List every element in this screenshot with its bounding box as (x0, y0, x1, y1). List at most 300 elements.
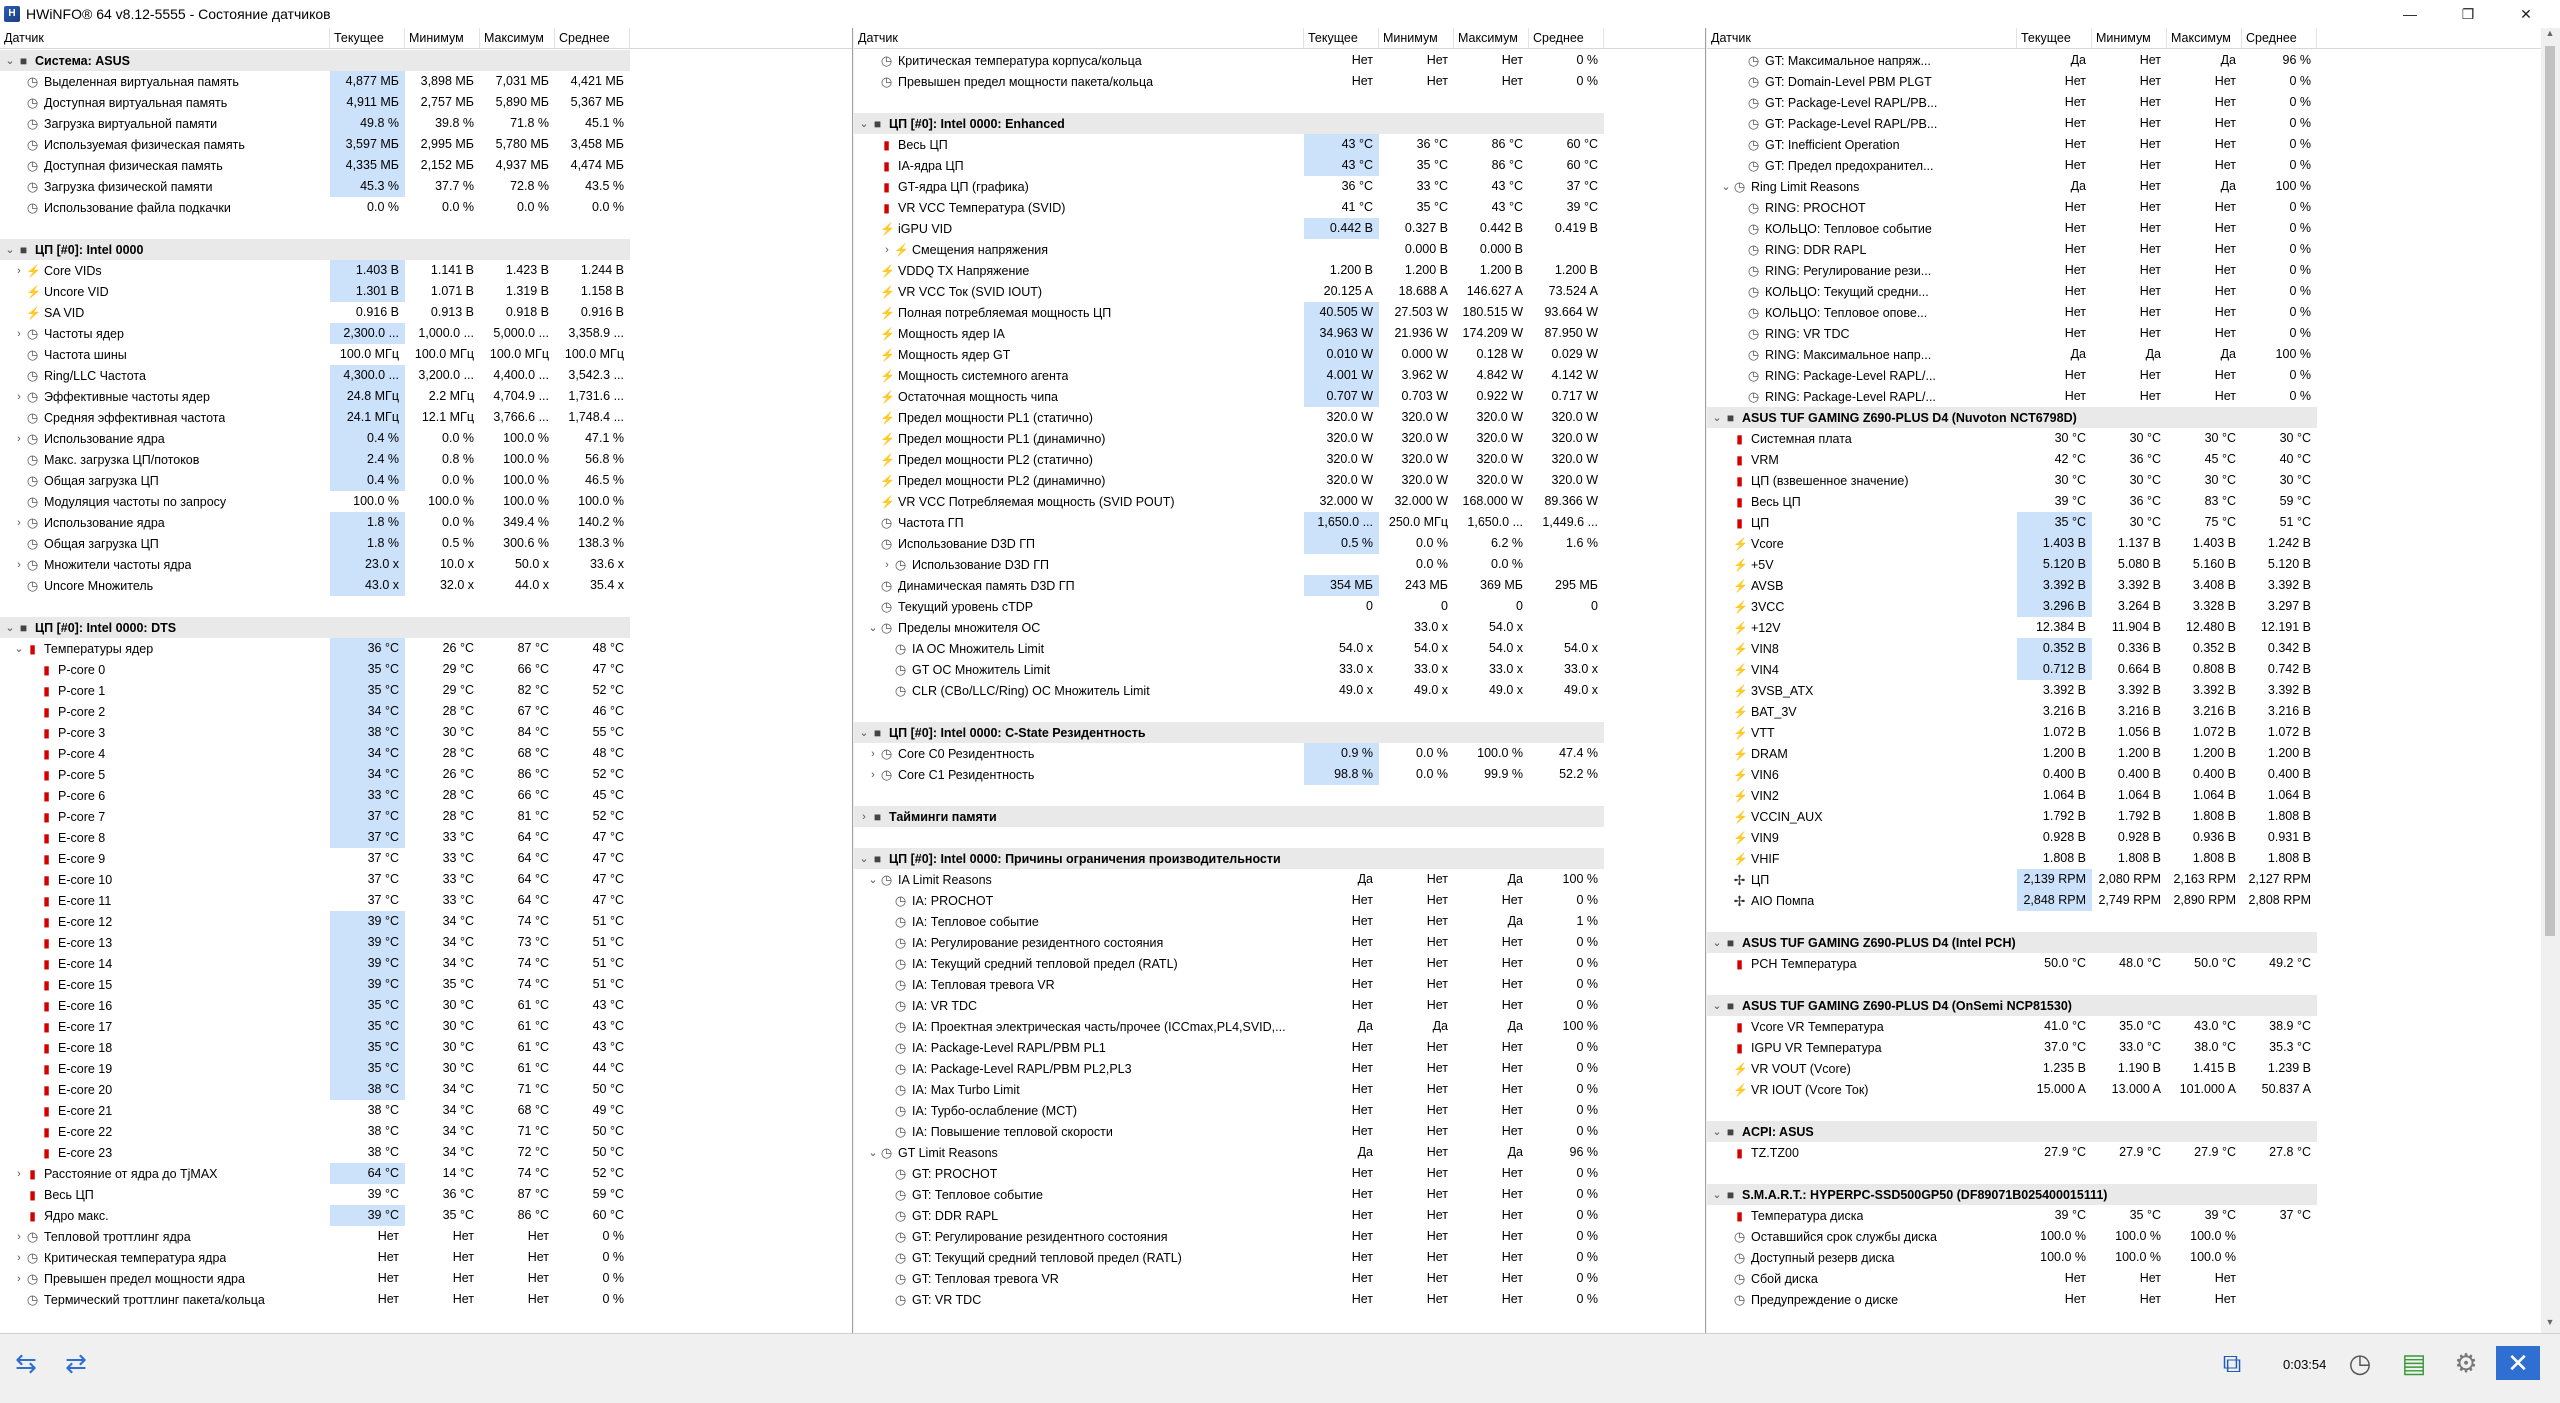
vertical-scrollbar[interactable] (2541, 28, 2559, 1333)
sensor-name-cell (1707, 1041, 2017, 1055)
sensor-row[interactable] (1707, 428, 2317, 449)
sensor-row[interactable] (0, 806, 630, 827)
close-sensors-icon[interactable]: ✕ (2496, 1346, 2540, 1380)
sensor-label: Общая загрузка ЦП (44, 473, 159, 488)
min-value-cell: 35 °C (442, 977, 474, 991)
sensor-row[interactable] (0, 344, 630, 365)
avg-value-cell: 4,474 МБ (570, 158, 624, 172)
sensor-group-header[interactable] (854, 848, 1604, 869)
scroll-up-arrow-icon[interactable]: ▲ (2545, 28, 2555, 38)
sensor-row[interactable] (854, 197, 1604, 218)
sensor-row[interactable] (0, 281, 630, 302)
sensor-row[interactable] (1707, 218, 2317, 239)
min-value-cell: 30 °C (442, 1061, 474, 1075)
sensor-row[interactable] (1707, 806, 2317, 827)
max-value-cell: Нет (2214, 158, 2236, 172)
avg-value-cell: 140.2 % (578, 515, 624, 529)
sensor-row[interactable] (0, 1268, 630, 1289)
sensor-name-cell (1707, 243, 2017, 257)
sensor-row[interactable] (854, 1079, 1604, 1100)
sensor-name-cell (854, 1272, 1304, 1286)
sensor-row[interactable] (1707, 953, 2317, 974)
sensor-row[interactable] (854, 974, 1604, 995)
sensor-row[interactable] (854, 407, 1604, 428)
sensor-row[interactable] (1707, 827, 2317, 848)
current-column-header[interactable]: Текущее (2017, 28, 2092, 48)
sensor-row[interactable] (854, 743, 1604, 764)
collapse-chevron-icon[interactable]: ⌄ (868, 1147, 878, 1159)
sensor-row[interactable] (1707, 134, 2317, 155)
sensor-row[interactable] (854, 638, 1604, 659)
avg-value-cell: 50.837 A (2261, 1082, 2311, 1096)
sensor-group-header[interactable] (0, 239, 630, 260)
thermometer-icon (40, 999, 53, 1013)
sensor-row[interactable] (854, 1100, 1604, 1121)
sensor-row[interactable] (0, 470, 630, 491)
sensor-row[interactable] (1707, 386, 2317, 407)
expand-chevron-icon[interactable]: › (885, 243, 889, 256)
expand-chevron-icon[interactable]: › (871, 747, 875, 760)
sensor-row[interactable] (1707, 1226, 2317, 1247)
sensor-row[interactable] (0, 974, 630, 995)
collapse-chevron-icon[interactable]: ⌄ (5, 622, 15, 634)
scroll-down-arrow-icon[interactable]: ▼ (2545, 1317, 2555, 1327)
sensor-row[interactable] (854, 281, 1604, 302)
max-value-cell: 75 °C (2204, 515, 2236, 529)
sensor-row[interactable] (1707, 281, 2317, 302)
avg-value-cell: 1.158 В (580, 284, 624, 298)
max-value-cell: 61 °C (517, 998, 549, 1012)
sensor-row[interactable] (854, 134, 1604, 155)
sensor-name-cell (854, 600, 1304, 614)
sensor-row[interactable] (0, 701, 630, 722)
sensor-row[interactable] (854, 1289, 1604, 1310)
thermometer-icon (40, 768, 53, 782)
min-value-cell: Нет (1426, 977, 1448, 991)
sensor-row[interactable] (1707, 1037, 2317, 1058)
avg-value-cell: 4,421 МБ (570, 74, 624, 88)
sensor-row[interactable] (0, 491, 630, 512)
sensor-row[interactable] (0, 1100, 630, 1121)
sensor-row[interactable] (1707, 575, 2317, 596)
sensor-row[interactable] (0, 1079, 630, 1100)
max-value-cell: Нет (1501, 1250, 1523, 1264)
sensor-row[interactable] (1707, 638, 2317, 659)
min-value-cell: Нет (2139, 221, 2161, 235)
expand-chevron-icon[interactable]: › (17, 1230, 21, 1243)
sensor-row[interactable] (0, 638, 630, 659)
sensor-row[interactable] (1707, 92, 2317, 113)
sensor-row[interactable] (0, 1142, 630, 1163)
settings-gear-icon[interactable]: ⚙ (2454, 1348, 2478, 1378)
collapse-chevron-icon[interactable]: ⌄ (1712, 1126, 1722, 1138)
sensor-row[interactable] (1707, 1016, 2317, 1037)
expand-chevron-icon[interactable]: › (17, 516, 21, 529)
sensor-row[interactable] (0, 554, 630, 575)
sensor-row[interactable] (854, 512, 1604, 533)
sensor-group-header[interactable] (0, 617, 630, 638)
sensor-row[interactable] (1707, 743, 2317, 764)
sensor-row[interactable] (854, 911, 1604, 932)
sensor-group-header[interactable] (1707, 1121, 2317, 1142)
sensor-row[interactable] (1707, 701, 2317, 722)
sensor-row[interactable] (0, 827, 630, 848)
scrollbar-thumb[interactable] (2545, 46, 2555, 936)
collapse-chevron-icon[interactable]: ⌄ (5, 55, 15, 67)
min-value-cell: 3.392 В (2117, 683, 2161, 697)
sensor-row[interactable] (1707, 260, 2317, 281)
sensor-row[interactable] (0, 197, 630, 218)
sensor-row[interactable] (0, 869, 630, 890)
sensor-name-cell (1707, 75, 2017, 89)
network-sensors-icon[interactable]: ⧉ (2222, 1348, 2242, 1378)
sensor-group-header[interactable] (1707, 995, 2317, 1016)
max-value-cell: 320.0 W (1476, 431, 1523, 445)
expand-chevron-icon[interactable]: › (885, 558, 889, 571)
sensor-row[interactable] (854, 260, 1604, 281)
avg-value-cell: 0 % (1576, 53, 1598, 67)
sensor-row[interactable] (0, 911, 630, 932)
sensor-row[interactable] (1707, 449, 2317, 470)
sensor-row[interactable] (0, 113, 630, 134)
expand-chevron-icon[interactable]: › (17, 1167, 21, 1180)
sensor-row[interactable] (854, 953, 1604, 974)
sensor-row[interactable] (854, 50, 1604, 71)
sensor-row[interactable] (1707, 680, 2317, 701)
sensor-row[interactable] (0, 512, 630, 533)
sensor-column-header[interactable]: Датчик (0, 28, 330, 48)
sensor-row[interactable] (0, 575, 630, 596)
sensor-row[interactable] (0, 92, 630, 113)
sensor-row[interactable] (1707, 764, 2317, 785)
sensor-row[interactable] (0, 176, 630, 197)
sensor-row[interactable] (854, 1247, 1604, 1268)
sensor-pane-right[interactable] (1707, 28, 2542, 1333)
sensor-row[interactable] (854, 575, 1604, 596)
sensor-row[interactable] (0, 659, 630, 680)
sensor-row[interactable] (0, 890, 630, 911)
sensor-group-header[interactable] (0, 50, 630, 71)
sensor-label: BAT_3V (1751, 704, 1797, 719)
close-window-button[interactable]: ✕ (2520, 6, 2532, 22)
max-value-cell: 71 °C (517, 1082, 549, 1096)
sensor-row[interactable] (0, 1289, 630, 1310)
sensor-row[interactable] (854, 71, 1604, 92)
window-title: HWiNFO® 64 v8.12-5555 - Состояние датчиков (26, 6, 331, 22)
sensor-row[interactable] (1707, 890, 2317, 911)
current-value-cell: Да (2070, 179, 2086, 193)
current-column-header[interactable]: Текущее (1304, 28, 1379, 48)
sensor-row[interactable] (854, 764, 1604, 785)
sensor-row[interactable] (854, 470, 1604, 491)
sensor-row[interactable] (854, 365, 1604, 386)
sensor-group-header[interactable] (854, 722, 1604, 743)
collapse-chevron-icon[interactable]: ⌄ (1712, 1189, 1722, 1201)
collapse-chevron-icon[interactable]: ⌄ (859, 853, 869, 865)
sensor-row[interactable] (1707, 722, 2317, 743)
sensor-row[interactable] (854, 659, 1604, 680)
sensor-row[interactable] (854, 1184, 1604, 1205)
collapse-chevron-icon[interactable]: ⌄ (1721, 181, 1731, 193)
sensor-label: IA: Проектная электрическая часть/прочее (ICCmax,PL4,SVID,... (912, 1019, 1286, 1034)
sensor-label: Макс. загрузка ЦП/потоков (44, 452, 200, 467)
sensor-row[interactable] (0, 386, 630, 407)
sensor-row[interactable] (0, 764, 630, 785)
min-column-header[interactable]: Минимум (2092, 28, 2167, 48)
sensor-row[interactable] (1707, 1142, 2317, 1163)
sensor-row[interactable] (1707, 50, 2317, 71)
sensor-row[interactable] (1707, 1079, 2317, 1100)
sensor-row[interactable] (1707, 302, 2317, 323)
sensor-row[interactable] (0, 1121, 630, 1142)
max-column-header[interactable]: Максимум (2167, 28, 2242, 48)
avg-value-cell: 1.064 В (2267, 788, 2311, 802)
sensor-label: GT: Максимальное напряж... (1765, 53, 1931, 68)
sensor-row[interactable] (854, 491, 1604, 512)
collapse-chevron-icon[interactable]: ⌄ (859, 118, 869, 130)
sensor-row[interactable] (854, 680, 1604, 701)
avg-value-cell: 35.3 °C (2269, 1040, 2311, 1054)
sensor-row[interactable] (1707, 365, 2317, 386)
collapse-chevron-icon[interactable]: ⌄ (5, 244, 15, 256)
sensor-row[interactable] (854, 890, 1604, 911)
avg-column-header[interactable]: Среднее (555, 28, 630, 48)
sensor-row[interactable] (1707, 659, 2317, 680)
current-value-cell (1304, 239, 1379, 260)
expand-chevron-icon[interactable]: › (17, 390, 21, 403)
sensor-row[interactable] (0, 1247, 630, 1268)
sensor-row[interactable] (1707, 491, 2317, 512)
sensor-label: GT: Inefficient Operation (1765, 137, 1900, 152)
avg-value-cell: 3.216 В (2267, 704, 2311, 718)
sensor-row[interactable] (0, 932, 630, 953)
current-value-cell: 0 (1366, 599, 1373, 613)
sensor-name-cell (0, 390, 330, 404)
sensor-row[interactable] (854, 176, 1604, 197)
max-value-cell: Нет (2214, 284, 2236, 298)
sensor-row[interactable] (1707, 617, 2317, 638)
sensor-row[interactable] (1707, 1268, 2317, 1289)
clock-icon (1747, 285, 1760, 299)
sensor-row[interactable] (0, 428, 630, 449)
sensor-row[interactable] (854, 449, 1604, 470)
expand-chevron-icon[interactable]: › (17, 558, 21, 571)
sensor-row[interactable] (1707, 323, 2317, 344)
min-column-header[interactable]: Минимум (1379, 28, 1454, 48)
min-value-cell: 0.0 % (442, 431, 474, 445)
current-value-cell: Да (1357, 872, 1373, 886)
sensor-row[interactable] (1707, 176, 2317, 197)
sensor-row[interactable] (0, 1016, 630, 1037)
navigate-right-icon[interactable]: ⇄ (65, 1348, 87, 1378)
sensor-row[interactable] (854, 995, 1604, 1016)
navigate-left-icon[interactable]: ⇆ (15, 1348, 37, 1378)
sensor-row[interactable] (854, 218, 1604, 239)
avg-value-cell: 37 °C (2279, 1208, 2311, 1222)
sensor-row[interactable] (0, 1058, 630, 1079)
sensor-row[interactable] (854, 155, 1604, 176)
expand-chevron-icon[interactable]: › (17, 264, 21, 277)
sensor-row[interactable] (0, 722, 630, 743)
expand-chevron-icon[interactable]: › (17, 1272, 21, 1285)
expand-chevron-icon[interactable]: › (862, 810, 866, 823)
sensor-row[interactable] (854, 1142, 1604, 1163)
collapse-chevron-icon[interactable]: ⌄ (1712, 1000, 1722, 1012)
sensor-label: E-core 22 (58, 1124, 113, 1139)
sensor-row[interactable] (854, 596, 1604, 617)
sensor-row[interactable] (854, 323, 1604, 344)
collapse-chevron-icon[interactable]: ⌄ (14, 643, 24, 655)
sensor-row[interactable] (0, 155, 630, 176)
sensor-row[interactable] (0, 1163, 630, 1184)
sensor-group-header[interactable] (1707, 407, 2317, 428)
avg-value-cell: 3,458 МБ (570, 137, 624, 151)
sensor-row[interactable] (0, 848, 630, 869)
clock-reset-icon[interactable]: ◷ (2348, 1348, 2372, 1378)
sensor-row[interactable] (1707, 470, 2317, 491)
sensor-row[interactable] (1707, 155, 2317, 176)
sensor-row[interactable] (1707, 197, 2317, 218)
current-value-cell: 0.400 В (2042, 767, 2086, 781)
expand-chevron-icon[interactable]: › (17, 327, 21, 340)
expand-chevron-icon[interactable]: › (17, 1251, 21, 1264)
sensor-pane-middle[interactable] (854, 28, 1706, 1333)
collapse-chevron-icon[interactable]: ⌄ (868, 874, 878, 886)
sensor-row[interactable] (0, 533, 630, 554)
sensor-row[interactable] (0, 743, 630, 764)
sensor-row[interactable] (854, 1163, 1604, 1184)
maximize-button[interactable]: ❐ (2461, 6, 2475, 22)
sensor-row[interactable] (854, 302, 1604, 323)
sensor-row[interactable] (854, 239, 1604, 260)
sensor-row[interactable] (0, 953, 630, 974)
sensor-row[interactable] (854, 869, 1604, 890)
sensor-row[interactable] (0, 260, 630, 281)
collapse-chevron-icon[interactable]: ⌄ (1712, 412, 1722, 424)
sensor-row[interactable] (854, 1058, 1604, 1079)
current-value-cell: Нет (1351, 1271, 1373, 1285)
sensor-row[interactable] (854, 428, 1604, 449)
sensor-name-cell (0, 873, 330, 887)
max-value-cell: 5,000.0 ... (493, 326, 549, 340)
sensor-row[interactable] (0, 680, 630, 701)
max-value-cell: 72 °C (517, 1145, 549, 1159)
avg-column-header[interactable]: Среднее (2242, 28, 2317, 48)
sensor-label: КОЛЬЦО: Текущий средни... (1765, 284, 1929, 299)
sensor-row[interactable] (854, 1016, 1604, 1037)
sensor-group-header[interactable] (854, 113, 1604, 134)
logging-start-icon[interactable]: ▤ (2401, 1348, 2427, 1378)
sensor-row[interactable] (1707, 596, 2317, 617)
max-value-cell: 66 °C (517, 662, 549, 676)
minimize-button[interactable]: — (2403, 6, 2417, 22)
sensor-column-header[interactable]: Датчик (1707, 28, 2017, 48)
sensor-pane-left[interactable] (0, 28, 853, 1333)
clock-icon (880, 1146, 893, 1160)
collapse-chevron-icon[interactable]: ⌄ (1712, 937, 1722, 949)
sensor-row[interactable] (1707, 344, 2317, 365)
sensor-row[interactable] (1707, 512, 2317, 533)
sensor-row[interactable] (1707, 554, 2317, 575)
sensor-row[interactable] (1707, 239, 2317, 260)
sensor-row[interactable] (1707, 1058, 2317, 1079)
max-value-cell: 0.0 % (1491, 557, 1523, 571)
sensor-row[interactable] (0, 134, 630, 155)
current-value-cell: 4.001 W (1304, 365, 1379, 386)
sensor-row[interactable] (1707, 785, 2317, 806)
sensor-label: GT: VR TDC (912, 1292, 982, 1307)
sensor-group-header[interactable] (854, 806, 1604, 827)
max-value-cell: Нет (527, 1271, 549, 1285)
sensor-row[interactable] (854, 1037, 1604, 1058)
sensor-row[interactable] (1707, 113, 2317, 134)
sensor-row[interactable] (0, 449, 630, 470)
sensor-name-cell (0, 747, 330, 761)
sensor-row[interactable] (0, 302, 630, 323)
sensor-row[interactable] (1707, 1205, 2317, 1226)
sensor-group-header[interactable] (1707, 1184, 2317, 1205)
collapse-chevron-icon[interactable]: ⌄ (859, 727, 869, 739)
collapse-chevron-icon[interactable]: ⌄ (868, 622, 878, 634)
thermometer-icon (40, 810, 53, 824)
sensor-row[interactable] (854, 554, 1604, 575)
avg-column-header[interactable]: Среднее (1529, 28, 1604, 48)
clock-icon (26, 159, 39, 173)
sensor-row[interactable] (1707, 533, 2317, 554)
expand-chevron-icon[interactable]: › (17, 432, 21, 445)
min-value-cell: 28 °C (442, 788, 474, 802)
min-column-header[interactable]: Минимум (405, 28, 480, 48)
sensor-row[interactable] (1707, 848, 2317, 869)
min-value-cell: Нет (1426, 1166, 1448, 1180)
thermometer-icon (40, 1020, 53, 1034)
sensor-row[interactable] (1707, 869, 2317, 890)
current-value-cell: 320.0 W (1326, 452, 1373, 466)
sensor-row[interactable] (1707, 71, 2317, 92)
sensor-row[interactable] (0, 1205, 630, 1226)
expand-chevron-icon[interactable]: › (871, 768, 875, 781)
sensor-group-header[interactable] (1707, 932, 2317, 953)
sensor-row[interactable] (0, 323, 630, 344)
sensor-row[interactable] (854, 1268, 1604, 1289)
sensor-row[interactable] (854, 533, 1604, 554)
sensor-row[interactable] (854, 386, 1604, 407)
sensor-row[interactable] (854, 344, 1604, 365)
sensor-row[interactable] (854, 1226, 1604, 1247)
max-column-header[interactable]: Максимум (1454, 28, 1529, 48)
sensor-row[interactable] (0, 407, 630, 428)
avg-value-cell: 0 % (1576, 1166, 1598, 1180)
current-column-header[interactable]: Текущее (330, 28, 405, 48)
max-column-header[interactable]: Максимум (480, 28, 555, 48)
sensor-row[interactable] (854, 1121, 1604, 1142)
sensor-row[interactable] (0, 365, 630, 386)
sensor-row[interactable] (854, 617, 1604, 638)
sensor-row[interactable] (1707, 1289, 2317, 1310)
sensor-row[interactable] (0, 1184, 630, 1205)
sensor-row[interactable] (0, 785, 630, 806)
sensor-row[interactable] (0, 1226, 630, 1247)
sensor-column-header[interactable]: Датчик (854, 28, 1304, 48)
sensor-row[interactable] (1707, 1247, 2317, 1268)
sensor-row[interactable] (854, 932, 1604, 953)
sensor-name-cell (854, 999, 1304, 1013)
avg-value-cell: 51 °C (592, 914, 624, 928)
sensor-row[interactable] (0, 1037, 630, 1058)
sensor-row[interactable] (0, 71, 630, 92)
sensor-row[interactable] (0, 995, 630, 1016)
sensor-row[interactable] (854, 1205, 1604, 1226)
